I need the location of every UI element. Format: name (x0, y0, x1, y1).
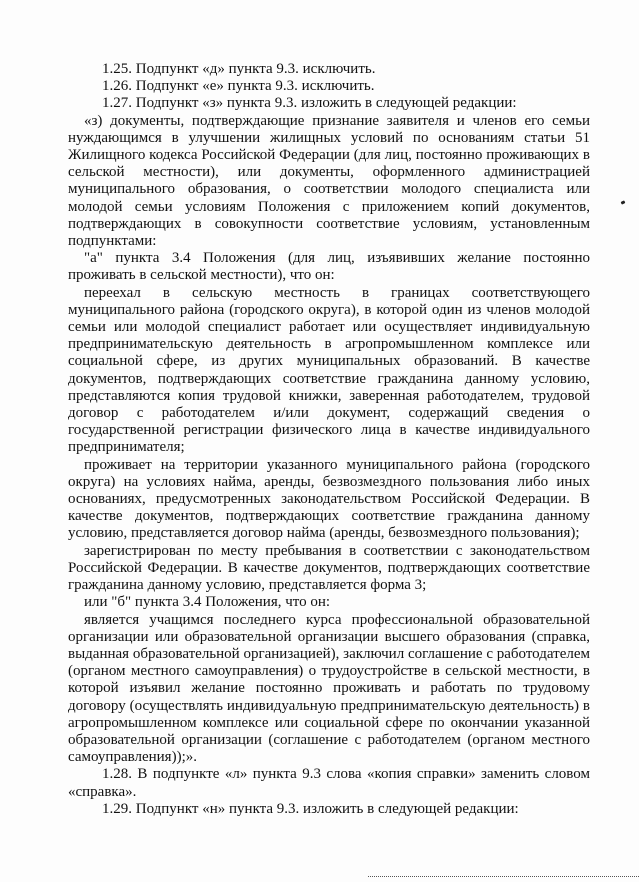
subitem-a-intro: "а" пункта 3.4 Положения (для лиц, изъявивших желание постоянно проживать в сельской местности), что он: (68, 250, 590, 284)
subitem-b-intro: или "б" пункта 3.4 Положения, что он: (84, 594, 331, 611)
subitem-z: «з) документы, подтверждающие признание заявителя и членов его семьи нуждающимся в улучшении жилищных условий по основаниям статьи 51 Жилищного кодекса Российской Федерации (для лиц, постоянно проживающих в сельской местности), или документы, оформленного администрацией муниципального образования, о соответствии молодого специалиста или молодой семьи условиям Положения с приложением копий документов, подтверждающих в совокупности соответствие условиям, установленным подпунктами: (68, 112, 590, 250)
item-1-26: 1.26. Подпункт «е» пункта 9.3. исключить. (102, 78, 375, 95)
page-bottom-edge (368, 876, 639, 877)
condition-resides: проживает на территории указанного муниципального района (городского округа) на условиях найма, аренды, безвозмездного пользования либо иных основаниях, предусмотренных законодательством Российской Федерации. В качестве документов, подтверждающих соответствие гражданина данному условию, представляется договор найма (аренды, безвозмездного пользования); (68, 456, 590, 542)
item-1-27: 1.27. Подпункт «з» пункта 9.3. изложить в следующей редакции: (102, 95, 517, 112)
item-1-25: 1.25. Подпункт «д» пункта 9.3. исключить. (102, 61, 376, 77)
scan-mark (621, 200, 626, 204)
condition-registered: зарегистрирован по месту пребывания в соответствии с законодательством Российской Федерации. В качестве документов, подтверждающих соответствие гражданина данному условию, представляется форма 3; (68, 542, 590, 594)
item-1-28: 1.28. В подпункте «л» пункта 9.3 слова «копия справки» заменить словом «справка». (68, 766, 590, 800)
item-1-29: 1.29. Подпункт «н» пункта 9.3. изложить в следующей редакции: (102, 800, 519, 817)
condition-student: является учащимся последнего курса профессиональной образовательной организации или образовательной организации высшего образования (справка, выданная образовательной организацией), заключил соглашение с работодателем (органом местного самоуправления) о трудоустройстве в сельской местности, в которой изъявил желание постоянно проживать и работать по трудовому договору (осуществлять индивидуальную предпринимательскую деятельность) в агропромышленном комплексе или социальной сфере по окончании указанной образовательной организации (соглашение с работодателем (органом местного самоуправления));». (68, 611, 590, 766)
condition-relocated: переехал в сельскую местность в границах соответствующего муниципального района (городского округа), в которой один из членов молодой семьи или молодой специалист работает или осуществляет индивидуальную предпринимательскую деятельность в агропромышленном комплексе или социальной сфере, из других муниципальных образований. В качестве документов, подтверждающих соответствие гражданина данному условию, представляются копия трудовой книжки, заверенная работодателем, трудовой договор с работодателем и/или документ, содержащий сведения о государственной регистрации физического лица в качестве индивидуального предпринимателя; (68, 284, 590, 456)
document-body (68, 61, 590, 818)
